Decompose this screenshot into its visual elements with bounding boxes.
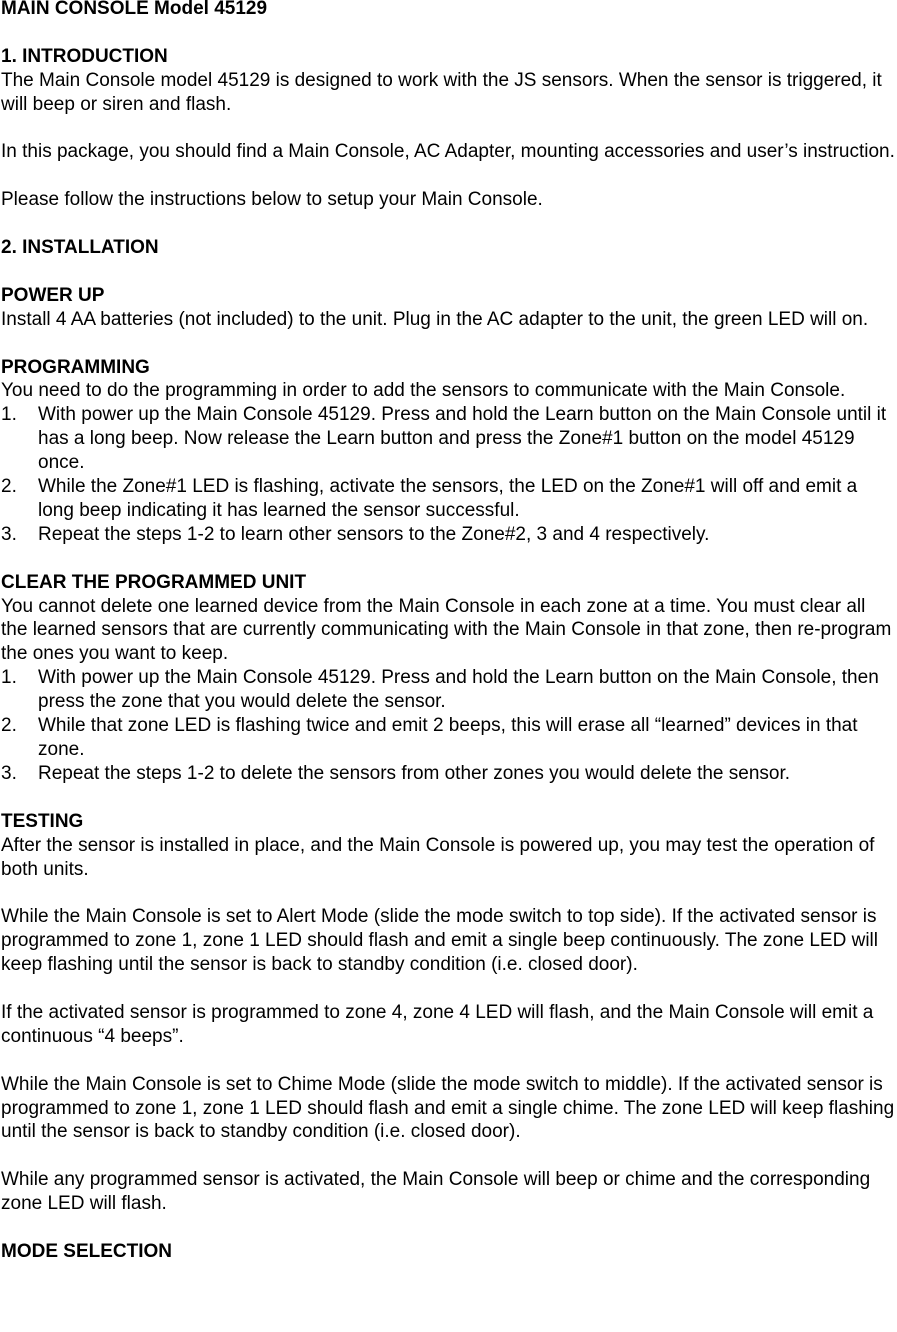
clear-intro: You cannot delete one learned device from the Main Console in each zone at a time. You must clear all the learned sensors that are currently communicating with the Main Console in that zone, then re-program the ones you want to keep. (1, 595, 892, 665)
testing-paragraph-1: After the sensor is installed in place, and the Main Console is powered up, you may test the operation of both units. (1, 834, 875, 880)
spacer (1, 117, 897, 141)
list-text: While that zone LED is flashing twice and emit 2 beeps, this will erase all “learned” devices in that zone. (38, 715, 858, 760)
document (1, 0, 897, 1264)
power-up-section (1, 284, 897, 356)
spacer (1, 260, 897, 284)
list-number: 1. (1, 404, 17, 426)
power-up-text: Install 4 AA batteries (not included) to the unit. Plug in the AC adapter to the unit, the green LED will on. (1, 308, 869, 330)
list-number: 1. (1, 667, 17, 689)
introduction-paragraph-2: In this package, you should find a Main Console, AC Adapter, mounting accessories and user’s instruction. (1, 141, 895, 163)
list-text: While the Zone#1 LED is flashing, activate the sensors, the LED on the Zone#1 will off and emit a long beep indicating it has learned the sensor successful. (38, 476, 858, 521)
mode-selection-section (1, 1240, 897, 1264)
list-item (1, 762, 897, 786)
clear-programmed-unit-section (1, 571, 897, 810)
programming-heading: PROGRAMMING (1, 356, 150, 378)
spacer (1, 1144, 897, 1168)
list-item (1, 666, 897, 714)
spacer (1, 786, 897, 810)
testing-paragraph-2: While the Main Console is set to Alert Mode (slide the mode switch to top side). If the activated sensor is programmed to zone 1, zone 1 LED should flash and emit a single beep continuously. The zone LED will keep flashing until the sensor is back to standby condition (i.e. closed door). (1, 906, 878, 976)
testing-heading: TESTING (1, 810, 84, 832)
list-item (1, 523, 897, 547)
installation-section (1, 236, 897, 284)
testing-paragraph-3: If the activated sensor is programmed to zone 4, zone 4 LED will flash, and the Main Console will emit a continuous “4 beeps”. (1, 1001, 874, 1047)
spacer (1, 212, 897, 236)
list-number: 2. (1, 476, 17, 498)
testing-paragraph-5: While any programmed sensor is activated, the Main Console will beep or chime and the corresponding zone LED will flash. (1, 1169, 871, 1215)
list-number: 3. (1, 762, 17, 784)
introduction-paragraph-3: Please follow the instructions below to setup your Main Console. (1, 189, 543, 211)
list-text: Repeat the steps 1-2 to delete the sensors from other zones you would delete the sensor. (38, 762, 791, 784)
document-title: MAIN CONSOLE Model 45129 (1, 0, 268, 19)
programming-intro: You need to do the programming in order to add the sensors to communicate with the Main Console. (1, 380, 846, 402)
programming-section (1, 356, 897, 571)
spacer (1, 1216, 897, 1240)
testing-section (1, 810, 897, 1240)
spacer (1, 977, 897, 1001)
mode-selection-heading: MODE SELECTION (1, 1240, 173, 1262)
introduction-section (1, 45, 897, 236)
list-text: With power up the Main Console 45129. Press and hold the Learn button on the Main Console until it has a long beep. Now release the Learn button and press the Zone#1 button on the model 45129 once. (38, 404, 887, 474)
list-number: 3. (1, 523, 17, 545)
spacer (1, 332, 897, 356)
spacer (1, 881, 897, 905)
list-item (1, 403, 897, 475)
list-text: Repeat the steps 1-2 to learn other sensors to the Zone#2, 3 and 4 respectively. (38, 523, 710, 545)
spacer (1, 1049, 897, 1073)
list-text: With power up the Main Console 45129. Press and hold the Learn button on the Main Console, then press the zone that you would delete the sensor. (38, 667, 879, 713)
list-number: 2. (1, 715, 17, 737)
spacer (1, 164, 897, 188)
introduction-heading: 1. INTRODUCTION (1, 45, 168, 67)
list-item (1, 475, 897, 523)
testing-paragraph-4: While the Main Console is set to Chime Mode (slide the mode switch to middle). If the activated sensor is programmed to zone 1, zone 1 LED should flash and emit a single chime. The zone LED will keep flashing until the sensor is back to standby condition (i.e. closed door). (1, 1073, 895, 1143)
installation-heading: 2. INSTALLATION (1, 237, 159, 258)
list-item (1, 714, 897, 762)
clear-heading: CLEAR THE PROGRAMMED UNIT (1, 571, 307, 593)
introduction-paragraph-1: The Main Console model 45129 is designed to work with the JS sensors. When the sensor is triggered, it will beep or siren and flash. (1, 69, 882, 115)
spacer (1, 547, 897, 571)
spacer (1, 21, 897, 45)
power-up-heading: POWER UP (1, 284, 105, 306)
